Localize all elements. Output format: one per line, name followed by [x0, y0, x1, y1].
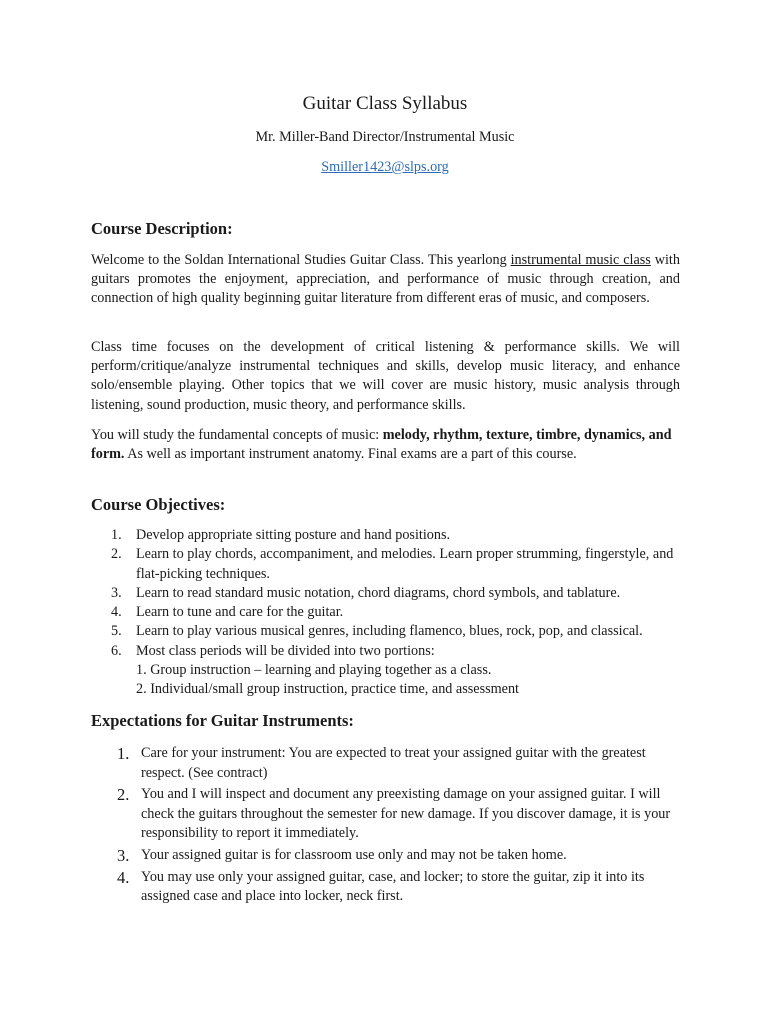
list-item-text: Learn to play chords, accompaniment, and melodies. Learn proper strumming, fingerstyle, and flat-picking techniques.	[136, 546, 674, 582]
instructor-line: Mr. Miller-Band Director/Instrumental Music	[255, 129, 515, 145]
list-number: 1.	[117, 744, 130, 763]
list-number: 2.	[111, 546, 122, 563]
list-number: 3.	[117, 845, 130, 865]
paragraph-text: As well as important instrument anatomy. Final exams are a part of this course.	[124, 446, 577, 463]
course-description-section	[91, 219, 680, 239]
description-paragraph-2-text: Class time focuses on the development of critical listening & performance skills. We will perform/critique/analyze instrumental techniques and skills, develop music literacy, and enhance solo/ensemble playing. Other topics that we will cover are music history, music analysis through listening, sound production, music theory, and performance skills.	[91, 339, 680, 413]
objectives-list-wrapper	[91, 526, 680, 700]
objectives-list	[91, 526, 680, 700]
list-item	[91, 642, 680, 700]
page-title: Guitar Class Syllabus	[302, 93, 468, 114]
list-item	[91, 603, 680, 622]
music-concepts-bold: melody, rhythm, texture, timbre, dynamics, and form.	[91, 427, 672, 463]
paragraph-text: Welcome to the Soldan International Studies Guitar Class. This yearlong	[91, 252, 511, 268]
list-item-text: You and I will inspect and document any preexisting damage on your assigned guitar. I will check the guitars throughout the semester for new damage. If you discover damage, it is your responsibility to report it immediately.	[141, 786, 671, 842]
course-objectives-section	[91, 495, 680, 515]
list-number: 3.	[111, 584, 122, 601]
expectations-section	[91, 711, 680, 731]
list-item-text: Develop appropriate sitting posture and hand positions.	[136, 527, 451, 543]
description-paragraph-1	[91, 251, 680, 309]
description-paragraph-2	[91, 338, 680, 415]
list-number: 4.	[111, 604, 122, 621]
list-item	[91, 622, 680, 641]
list-item	[91, 545, 680, 584]
description-paragraph-3	[91, 426, 680, 464]
email-link[interactable]: Smiller1423@slps.org	[321, 159, 449, 175]
list-item	[91, 584, 680, 603]
list-item	[91, 785, 680, 844]
sub-item: 1. Group instruction – learning and playing together as a class.	[136, 662, 492, 679]
list-number: 2.	[117, 785, 130, 805]
list-number: 5.	[111, 623, 122, 640]
list-item-text: Learn to tune and care for the guitar.	[136, 604, 344, 621]
course-objectives-heading: Course Objectives:	[91, 495, 226, 514]
description-paragraph-3-text	[91, 426, 680, 464]
expectations-list-wrapper	[91, 744, 680, 909]
sub-item: 2. Individual/small group instruction, practice time, and assessment	[136, 681, 519, 698]
instrumental-music-class-link: instrumental music class	[510, 252, 651, 268]
course-description-heading: Course Description:	[91, 219, 233, 238]
list-item-text: Learn to read standard music notation, chord diagrams, chord symbols, and tablature.	[136, 584, 621, 601]
expectations-heading: Expectations for Guitar Instruments:	[91, 711, 354, 730]
list-item-text: You may use only your assigned guitar, case, and locker; to store the guitar, zip it into its assigned case and place into locker, neck first.	[141, 868, 645, 905]
list-number: 6.	[111, 642, 122, 659]
list-number: 4.	[117, 867, 130, 887]
list-item	[91, 868, 680, 907]
paragraph-text: You will study the fundamental concepts of music:	[91, 427, 383, 443]
list-number: 1.	[111, 527, 122, 543]
list-item	[91, 846, 680, 866]
expectations-list	[91, 744, 680, 907]
paragraph-text: with guitars promotes the enjoyment, appreciation, and performance of music through creation, and connection of high quality beginning guitar literature from different eras of music, and composers.	[91, 252, 680, 307]
email-line	[0, 159, 770, 176]
list-item	[91, 744, 680, 783]
list-item-text: Learn to play various musical genres, including flamenco, blues, rock, pop, and classical.	[136, 623, 643, 640]
list-item-text: Most class periods will be divided into two portions:	[136, 642, 435, 659]
list-item-text: Care for your instrument: You are expected to treat your assigned guitar with the greatest respect. (See contract)	[141, 745, 646, 781]
list-item-text: Your assigned guitar is for classroom use only and may not be taken home.	[141, 846, 567, 863]
list-item	[91, 526, 680, 545]
description-paragraph-1-text	[91, 251, 680, 309]
